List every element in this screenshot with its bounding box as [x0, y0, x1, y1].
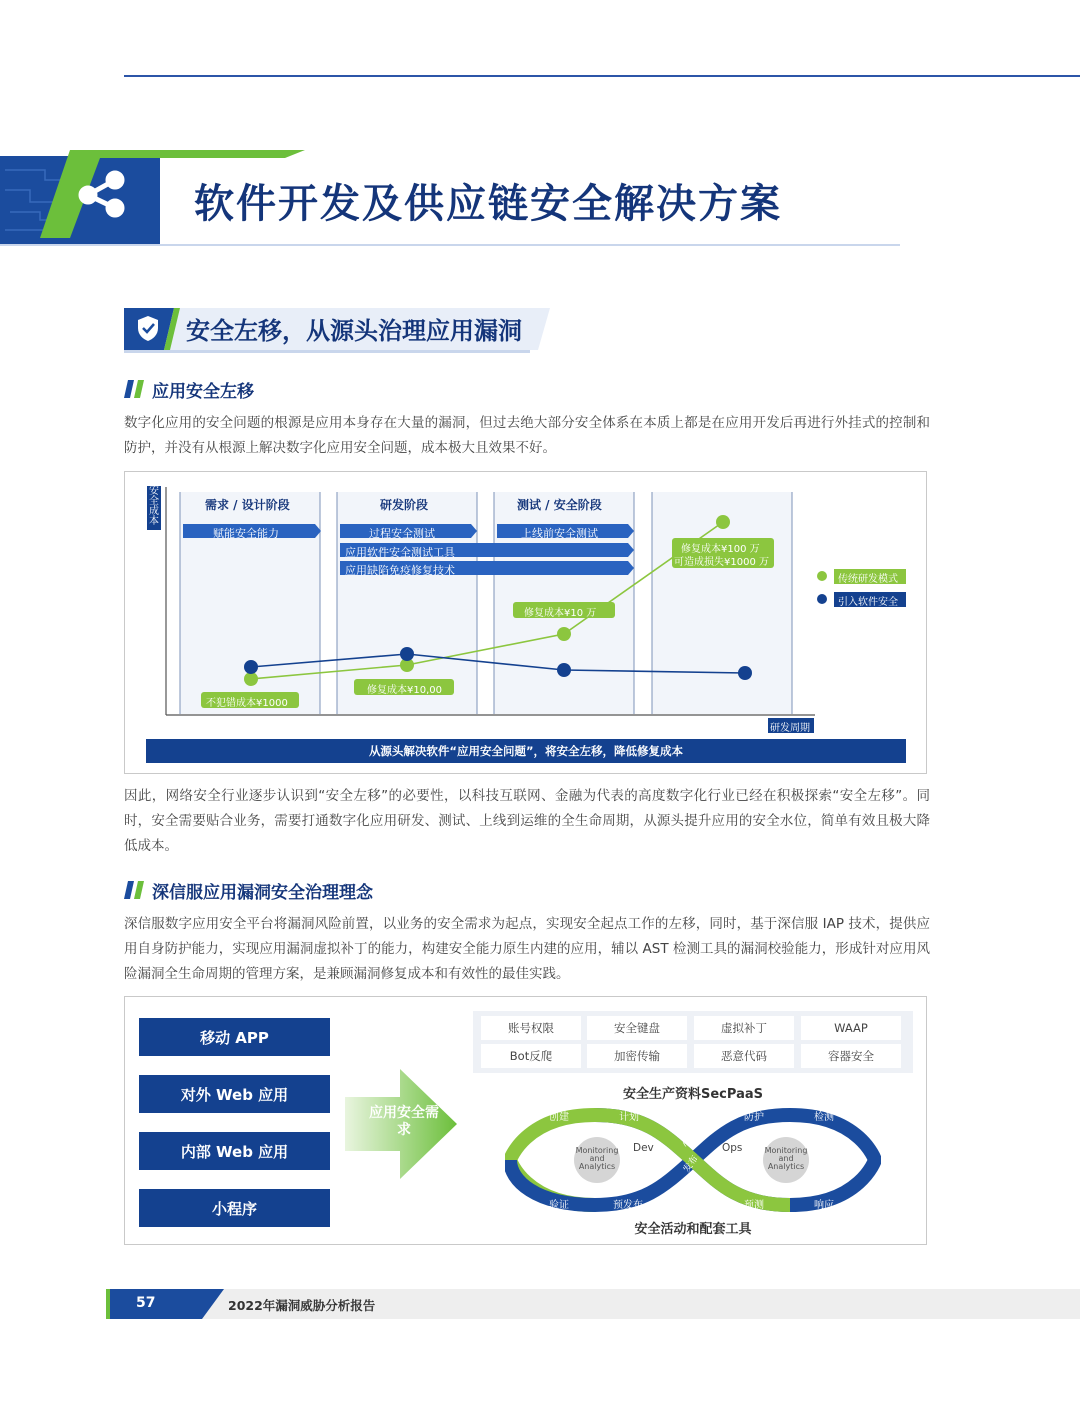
- arrow-label: 应用安全需求: [369, 1105, 439, 1138]
- data-label-loss: 可造成损失¥1000 万: [674, 557, 769, 568]
- loop-label: 计划: [619, 1112, 639, 1123]
- cost-chart: [124, 471, 927, 774]
- arrow-label-5: 应用缺陷免疫修复技术: [345, 564, 455, 577]
- loop-label: Dev: [633, 1142, 654, 1154]
- page-number: 57: [136, 1295, 156, 1311]
- x-axis-label: 研发周期: [770, 723, 810, 734]
- governance-figure: [124, 996, 927, 1245]
- paragraph-2: 因此，网络安全行业逐步认识到“安全左移”的必要性，以科技互联网、金融为代表的高度数字化行业已经在积极探索“安全左移”。同时，安全需要贴合业务，需要打通数字化应用研发、测试、上线到运维的全生命周期，从源头提升应用的安全水位，简单有效且极大降低成本。: [124, 788, 930, 854]
- grid-cell: 恶意代码: [694, 1044, 794, 1068]
- data-label-cost-2: 修复成本¥10,00: [367, 685, 442, 696]
- y-axis-label: 安全成本: [149, 486, 159, 527]
- loop-label: 预测: [744, 1200, 764, 1211]
- loop-label: 检测: [814, 1112, 834, 1123]
- phase-label-1: 需求 / 设计阶段: [205, 498, 290, 512]
- subheading-1: 应用安全左移: [152, 382, 254, 402]
- section-title: 安全左移，从源头治理应用漏洞: [186, 317, 522, 345]
- grid-cell: 加密传输: [587, 1044, 687, 1068]
- page-title: 软件开发及供应链安全解决方案: [194, 181, 782, 227]
- loop-label: 防护: [744, 1112, 764, 1123]
- app-box-miniprogram: 小程序: [139, 1189, 330, 1227]
- loop-label: 构建: [673, 1128, 693, 1149]
- loop-label: 发布: [681, 1154, 701, 1175]
- arrow-label-4: 应用软件安全测试工具: [345, 546, 455, 559]
- app-box-external-web: 对外 Web 应用: [139, 1075, 330, 1113]
- subheading-marker-icon: [124, 380, 146, 398]
- secpaas-label: 安全生产资料SecPaaS: [623, 1087, 763, 1102]
- data-label-cost-1: 不犯错成本¥1000: [206, 698, 288, 709]
- arrow-label-3: 上线前安全测试: [521, 527, 598, 540]
- grid-cell: 虚拟补丁: [694, 1016, 794, 1040]
- subheading-marker-icon: [124, 881, 146, 899]
- top-rule: [124, 75, 1080, 77]
- arrow-label-2: 过程安全测试: [369, 527, 435, 540]
- grid-cell: 账号权限: [481, 1016, 581, 1040]
- app-box-internal-web: 内部 Web 应用: [139, 1132, 330, 1170]
- app-box-mobile: 移动 APP: [139, 1018, 330, 1056]
- grid-cell: 安全键盘: [587, 1016, 687, 1040]
- loop-label: 预发布: [613, 1200, 643, 1211]
- loop-label: 响应: [814, 1200, 834, 1211]
- page-number-tab: [106, 1289, 224, 1319]
- legend-secure: 引入软件安全: [838, 597, 898, 608]
- loop-label: 创建: [549, 1112, 569, 1123]
- paragraph-1: 数字化应用的安全问题的根源是应用本身存在大量的漏洞，但过去绝大部分安全体系在本质上都是在应用开发后再进行外挂式的控制和防护，并没有从根源上解决数字化应用安全问题，成本极大且效果不好。: [124, 415, 930, 456]
- paragraph-3: 深信服数字应用安全平台将漏洞风险前置，以业务的安全需求为起点，实现安全起点工作的左移，同时，基于深信服 IAP 技术，提供应用自身防护能力，实现应用漏洞虚拟补丁的能力，构建安全能力原生内建的应用，辅以 AST 检测工具的漏洞校验能力，形成针对应用风险漏洞全生命周期的管理方案，是兼顾漏洞修复成本和有效性的最佳实践。: [124, 916, 930, 982]
- monitor-label-left: Monitoring and Analytics: [575, 1146, 619, 1171]
- data-label-cost-3: 修复成本¥10 万: [524, 608, 597, 619]
- phase-label-3: 测试 / 安全阶段: [517, 498, 602, 512]
- phase-label-2: 研发阶段: [380, 498, 429, 512]
- footer-title: 2022年漏洞威胁分析报告: [228, 1298, 376, 1313]
- arrow-label-1: 赋能安全能力: [213, 527, 279, 540]
- data-label-cost-4: 修复成本¥100 万: [681, 544, 760, 555]
- loop-label: 验证: [549, 1200, 569, 1211]
- figure-caption: 安全活动和配套工具: [634, 1222, 752, 1237]
- capability-grid: [473, 1011, 913, 1073]
- subheading-2: 深信服应用漏洞安全治理理念: [152, 883, 373, 903]
- monitor-label-right: Monitoring and Analytics: [764, 1146, 808, 1171]
- legend-traditional: 传统研发模式: [838, 574, 898, 585]
- chart-banner: 从源头解决软件“应用安全问题”，将安全左移，降低修复成本: [368, 744, 684, 758]
- grid-cell: 容器安全: [801, 1044, 901, 1068]
- loop-label: Ops: [722, 1142, 743, 1154]
- grid-cell: Bot反爬: [481, 1044, 581, 1068]
- grid-cell: WAAP: [801, 1016, 901, 1040]
